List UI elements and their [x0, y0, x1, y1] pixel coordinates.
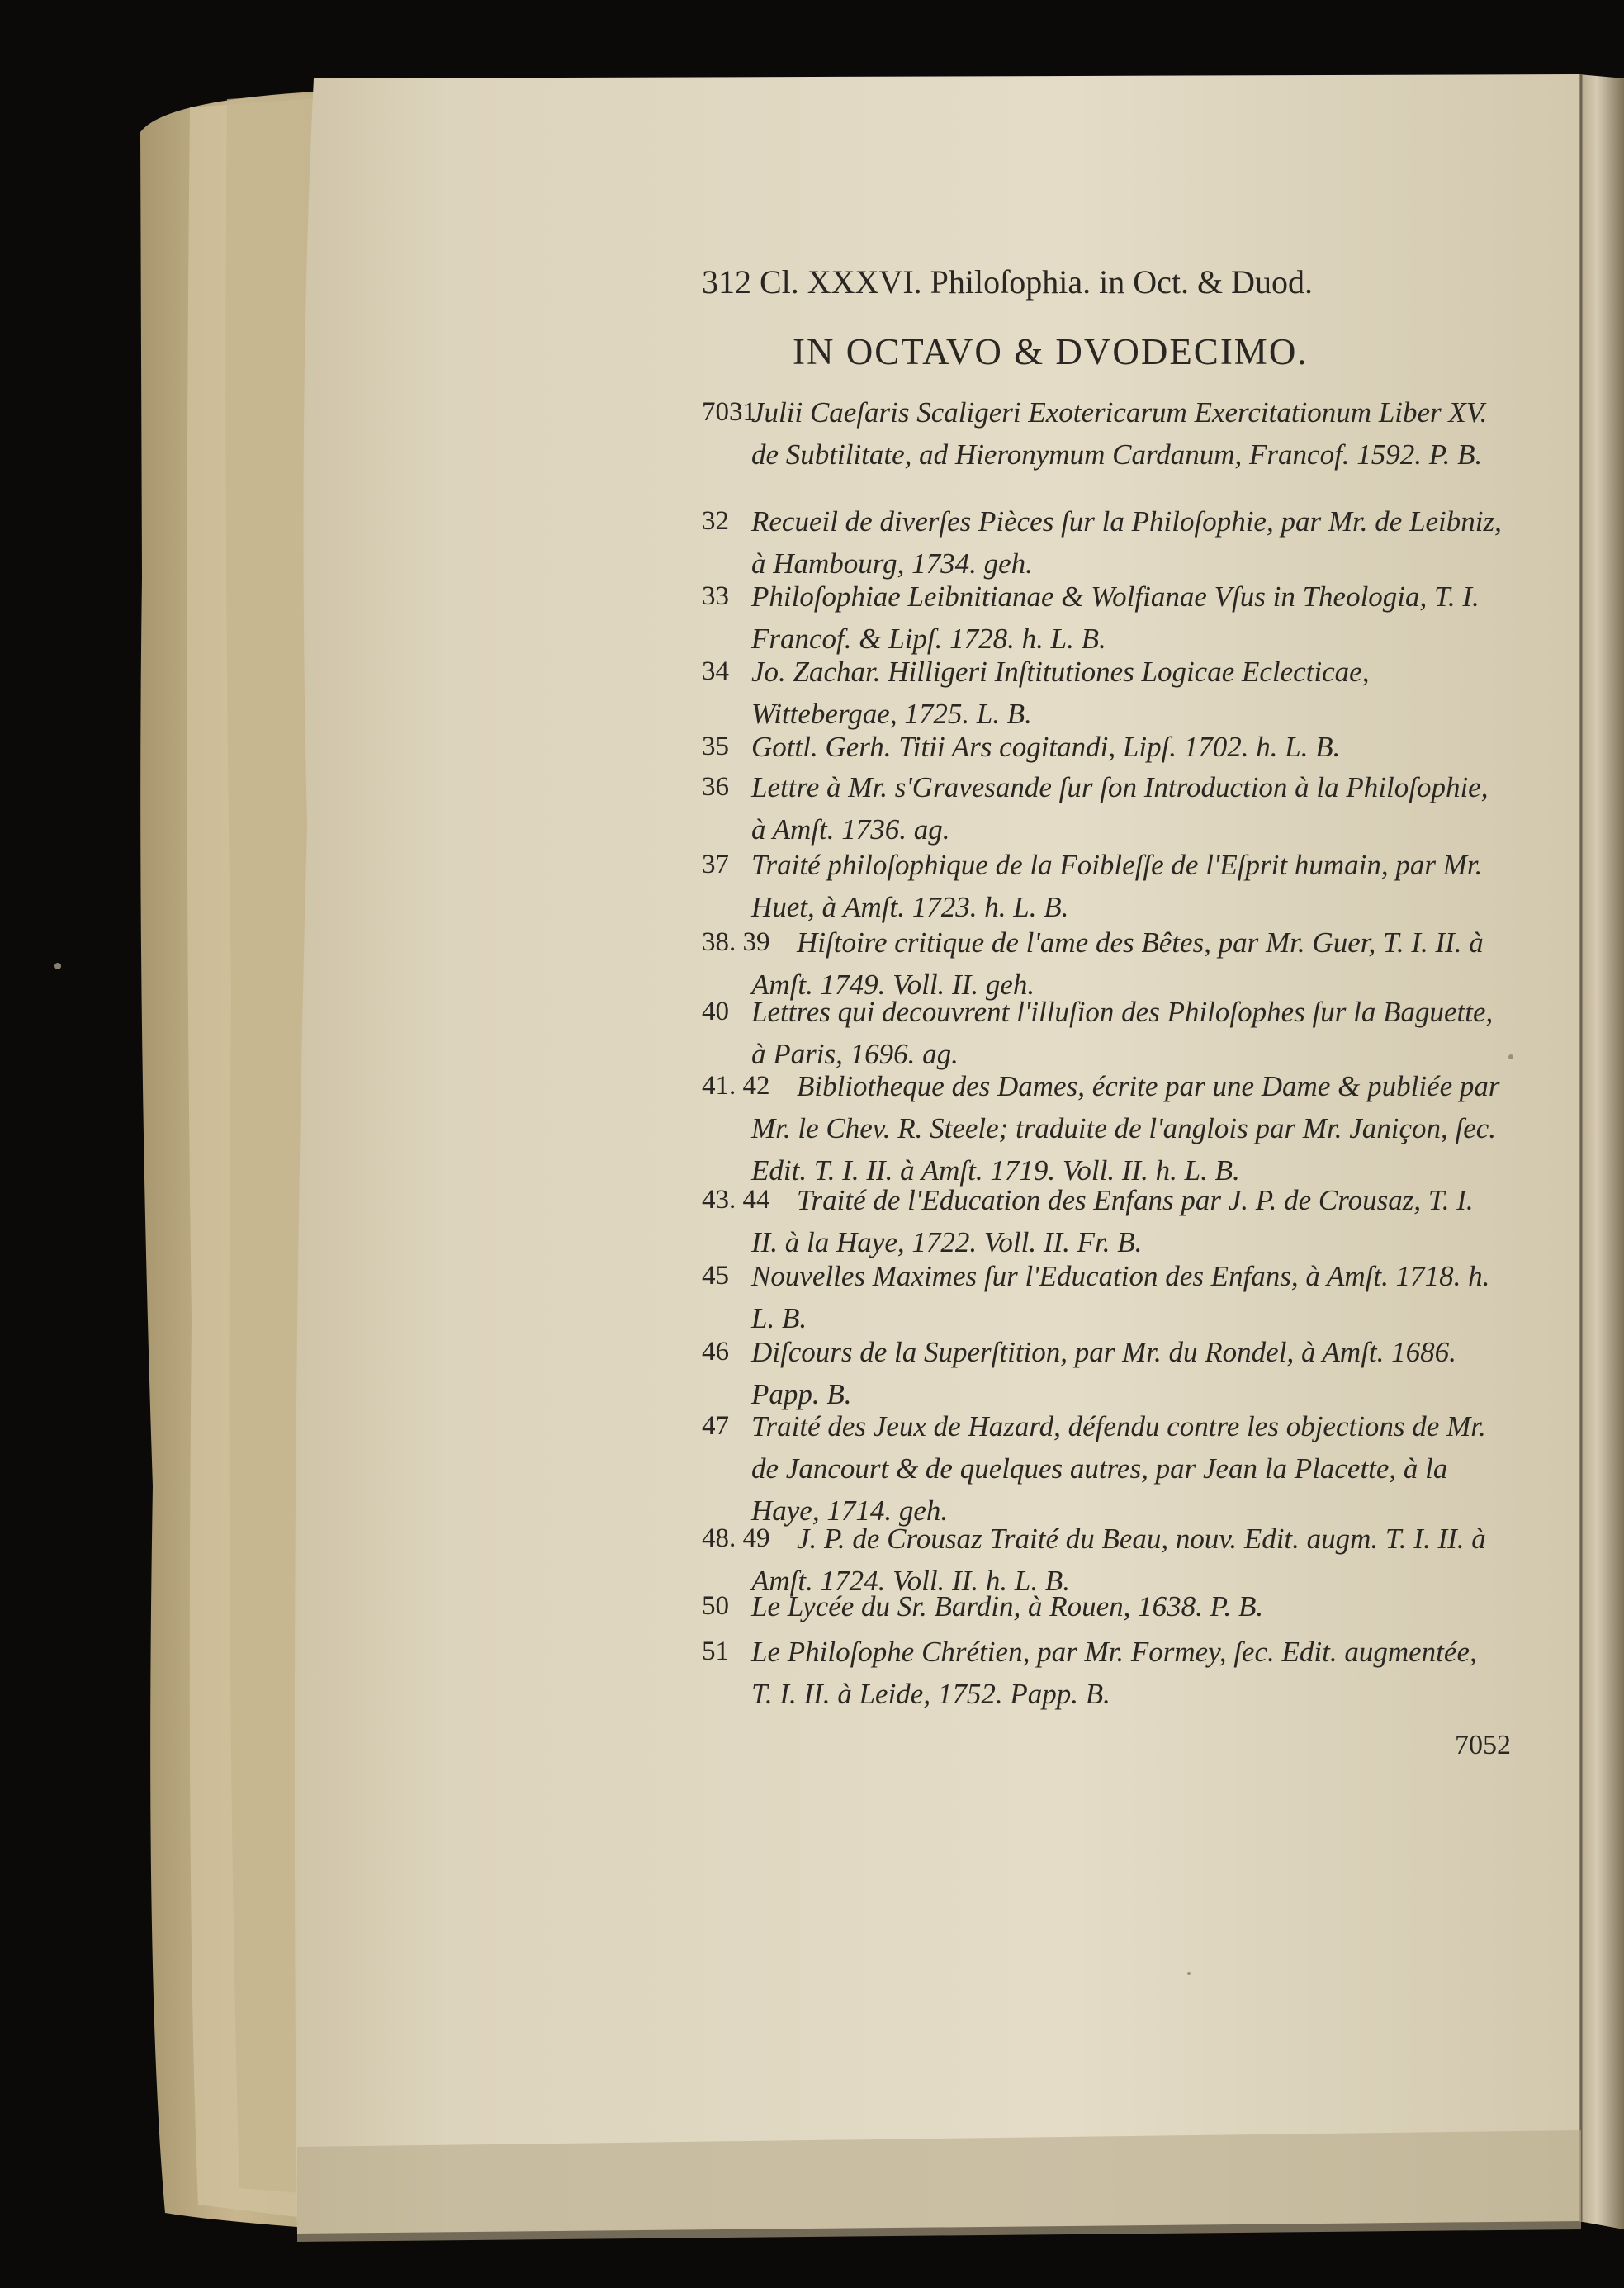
catalog-entry [702, 991, 1503, 1075]
entry-text: Lettre à Mr. s'Gravesande ſur ſon Introduction à la Philoſophie, à Amſt. 1736. ag. [751, 771, 1489, 846]
page-number: 312 [702, 263, 751, 301]
running-title: Cl. XXXVI. Philoſophia. in Oct. & Duod. [760, 263, 1313, 301]
catalog-entry [702, 500, 1503, 585]
catalog-entry [702, 1331, 1503, 1415]
entry-text: J. P. de Crousaz Traité du Beau, nouv. Edit. augm. T. I. II. à Amſt. 1724. Voll. II. h. L. B. [751, 1523, 1486, 1597]
entry-text: Gottl. Gerh. Titii Ars cogitandi, Lipſ. 1702. h. L. B. [751, 731, 1341, 763]
catalog-entry [702, 1631, 1503, 1715]
entry-text: Traité de l'Education des Enfans par J. P. de Crousaz, T. I. II. à la Haye, 1722. Voll. II. Fr. B. [751, 1184, 1474, 1258]
entry-number: 7031 [702, 397, 756, 427]
entry-number: 46 [702, 1337, 729, 1367]
entry-text: Le Lycée du Sr. Bardin, à Rouen, 1638. P. B. [751, 1590, 1264, 1622]
section-title: IN OCTAVO & DVODECIMO. [793, 331, 1309, 372]
entry-number: 37 [702, 850, 729, 879]
entry-number: 50 [702, 1591, 729, 1621]
entry-number: 48. 49 [702, 1523, 770, 1553]
catalog-entry [702, 844, 1503, 928]
catalog-entry [702, 1585, 1503, 1627]
entry-number: 36 [702, 772, 729, 802]
entry-text: Hiſtoire critique de l'ame des Bêtes, par Mr. Guer, T. I. II. à Amſt. 1749. Voll. II. geh. [751, 926, 1484, 1001]
entry-text: Traité philoſophique de la Foibleſſe de l'Eſprit humain, par Mr. Huet, à Amſt. 1723. h. L. B. [751, 849, 1483, 923]
running-head [702, 263, 1461, 312]
entry-text: Julii Caeſaris Scaligeri Exotericarum Exercitationum Liber XV. de Subtilitate, ad Hieronymum Cardanum, Francof. 1592. P. B. [751, 396, 1488, 471]
entry-text: Lettres qui decouvrent l'illuſion des Philoſophes ſur la Baguette, à Paris, 1696. ag. [751, 996, 1494, 1070]
entry-number: 51 [702, 1637, 729, 1666]
catalog-entry [702, 1405, 1503, 1532]
catalog-entry [702, 651, 1503, 735]
entry-number: 32 [702, 506, 729, 536]
catchword: 7052 [1455, 1730, 1511, 1760]
entry-number: 47 [702, 1411, 729, 1441]
entry-number: 45 [702, 1261, 729, 1291]
catalog-entry [702, 1255, 1503, 1339]
catalog-entry [702, 1065, 1503, 1191]
entry-text: Philoſophiae Leibnitianae & Wolfianae Vſus in Theologia, T. I. Francof. & Lipſ. 1728. h. L. B. [751, 580, 1480, 655]
entry-text: Recueil de diverſes Pièces ſur la Philoſophie, par Mr. de Leibniz, à Hambourg, 1734. geh. [751, 505, 1502, 580]
entry-text: Bibliotheque des Dames, écrite par une Dame & publiée par Mr. le Chev. R. Steele; traduite de l'anglois par Mr. Janiçon, ſec. Edit. T. I. II. à Amſt. 1719. Voll. II. h. L. B. [751, 1070, 1500, 1187]
entry-number: 34 [702, 656, 729, 686]
entry-text: Traité des Jeux de Hazard, défendu contre les objections de Mr. de Jancourt & de quelques autres, par Jean la Placette, à la Haye, 1714. geh. [751, 1410, 1486, 1527]
entry-text: Diſcours de la Superſtition, par Mr. du Rondel, à Amſt. 1686. Papp. B. [751, 1336, 1456, 1410]
entry-number: 40 [702, 997, 729, 1026]
entry-text: Nouvelles Maximes ſur l'Education des Enfans, à Amſt. 1718. h. L. B. [751, 1260, 1490, 1334]
entry-number: 35 [702, 732, 729, 761]
catalog-entry [702, 576, 1503, 660]
catalog-entry [702, 766, 1503, 850]
entry-number: 41. 42 [702, 1071, 770, 1101]
entry-number: 43. 44 [702, 1185, 770, 1215]
catalog-entry [702, 726, 1503, 768]
catalog-entry [702, 391, 1503, 476]
catalog-entry [702, 1179, 1503, 1263]
entry-text: Le Philoſophe Chrétien, par Mr. Formey, ſec. Edit. augmentée, T. I. II. à Leide, 1752. Papp. B. [751, 1636, 1477, 1710]
entry-number: 33 [702, 581, 729, 611]
entry-text: Jo. Zachar. Hilligeri Inſtitutiones Logicae Eclecticae, Wittebergae, 1725. L. B. [751, 656, 1370, 730]
entry-number: 38. 39 [702, 927, 770, 957]
